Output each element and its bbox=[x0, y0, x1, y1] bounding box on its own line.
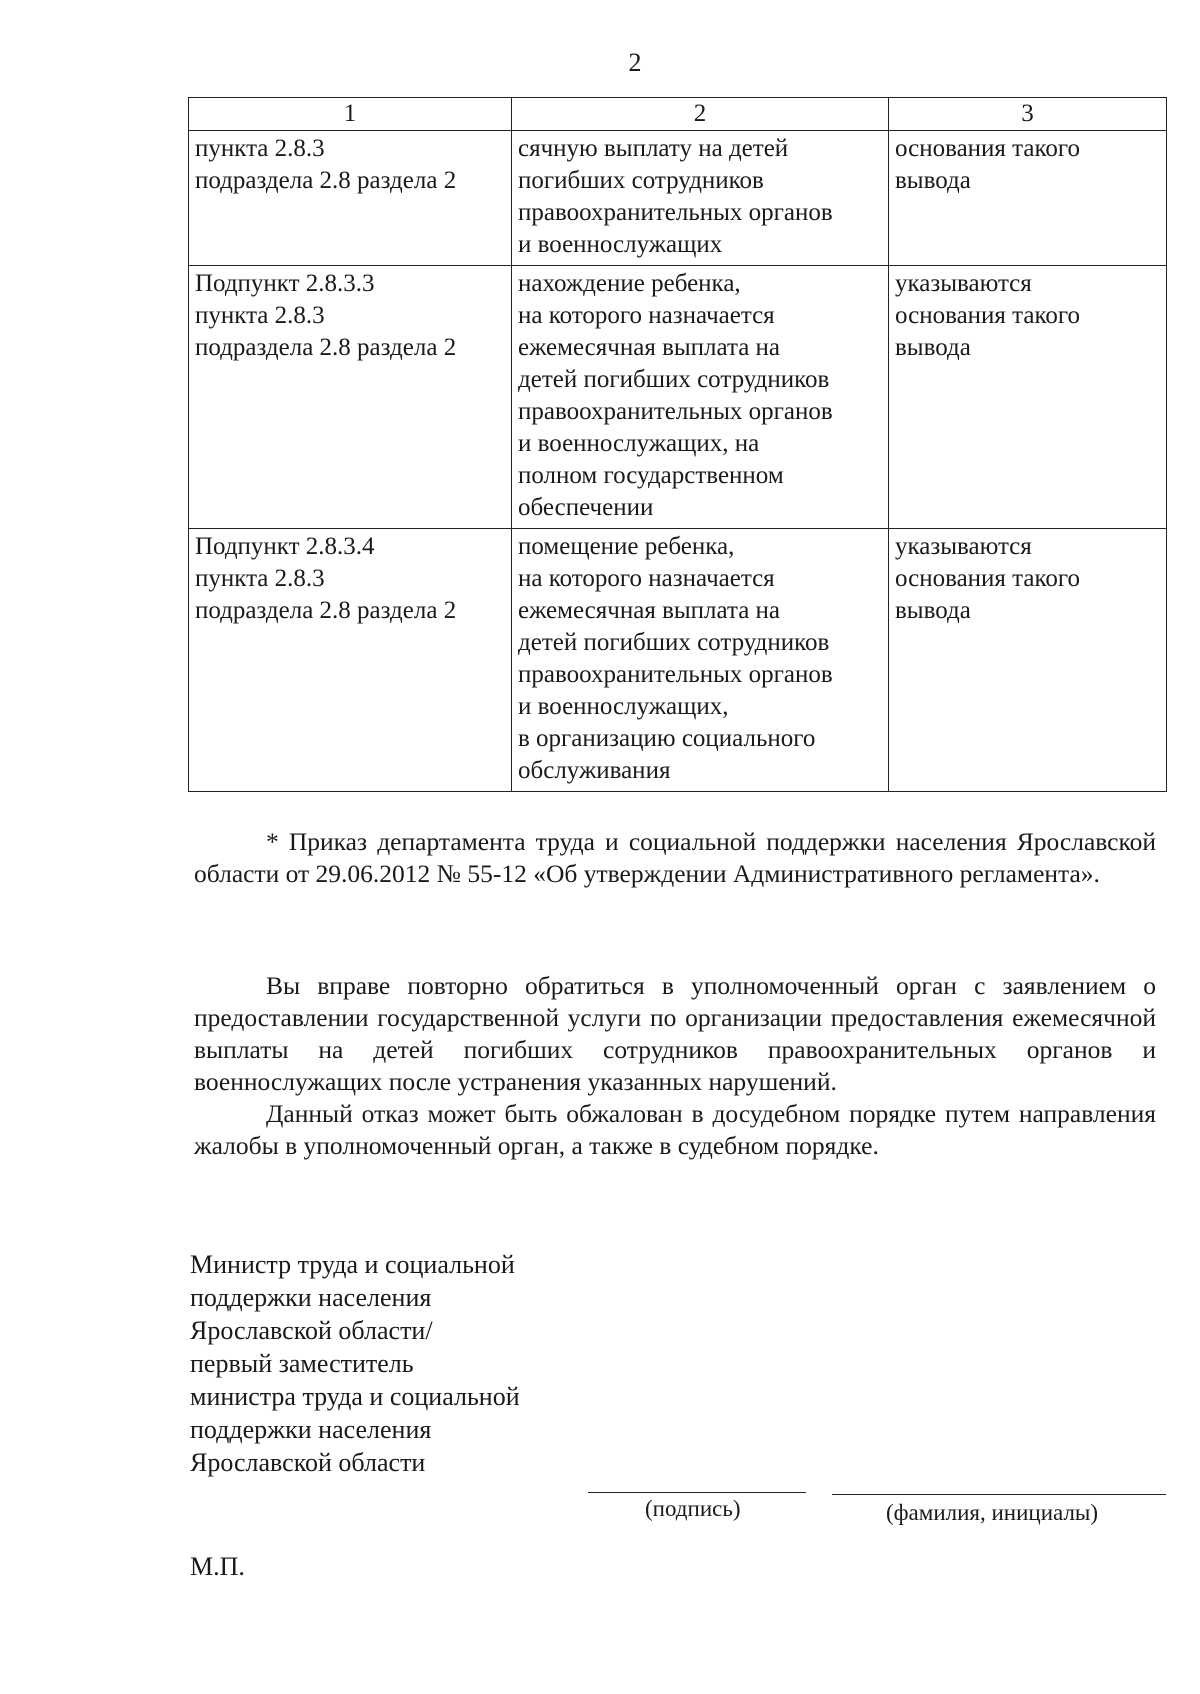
cell-line: на которого назначается bbox=[518, 302, 775, 329]
cell-line: вывода bbox=[895, 334, 971, 361]
cell-line: подраздела 2.8 раздела 2 bbox=[195, 167, 457, 194]
signatory-line: министра труда и социальной bbox=[190, 1382, 520, 1411]
cell-line: помещение ребенка, bbox=[518, 533, 735, 560]
signatory-line: Ярославской области bbox=[190, 1448, 426, 1477]
cell-line: полном государственном bbox=[518, 462, 784, 489]
cell-line: Подпункт 2.8.3.4 bbox=[195, 533, 375, 560]
column-header-1: 1 bbox=[189, 98, 512, 131]
grounds-table bbox=[188, 97, 1167, 792]
reason-cell bbox=[512, 131, 889, 266]
cell-line: пункта 2.8.3 bbox=[195, 135, 325, 162]
cell-line: основания такого bbox=[895, 302, 1081, 329]
cell-line: правоохранительных органов bbox=[518, 398, 833, 425]
reason-cell bbox=[512, 529, 889, 792]
table-row bbox=[189, 266, 1167, 529]
signatory-line: поддержки населения bbox=[190, 1415, 432, 1444]
provision-cell bbox=[189, 131, 512, 266]
cell-line: вывода bbox=[895, 167, 971, 194]
cell-line: основания такого bbox=[895, 135, 1081, 162]
cell-line: и военнослужащих, bbox=[518, 693, 729, 720]
column-header-2: 2 bbox=[512, 98, 889, 131]
cell-line: правоохранительных органов bbox=[518, 199, 833, 226]
cell-line: правоохранительных органов bbox=[518, 661, 833, 688]
stamp-place: М.П. bbox=[190, 1552, 245, 1581]
page-number: 2 bbox=[628, 48, 642, 77]
explanation-cell bbox=[889, 131, 1167, 266]
cell-line: обслуживания bbox=[518, 757, 671, 784]
cell-line: и военнослужащих, на bbox=[518, 430, 760, 457]
cell-line: Подпункт 2.8.3.3 bbox=[195, 270, 375, 297]
cell-line: и военнослужащих bbox=[518, 231, 723, 258]
provision-cell bbox=[189, 529, 512, 792]
cell-line: детей погибших сотрудников bbox=[518, 366, 830, 393]
cell-line: в организацию социального bbox=[518, 725, 816, 752]
cell-line: детей погибших сотрудников bbox=[518, 629, 830, 656]
name-line bbox=[832, 1494, 1166, 1495]
appeal-paragraph: Данный отказ может быть обжалован в досудебном порядке путем направления жалобы в уполномоченный орган, а также в судебном порядке. bbox=[194, 1099, 1156, 1160]
explanation-cell bbox=[889, 266, 1167, 529]
cell-line: сячную выплату на детей bbox=[518, 135, 789, 162]
name-caption: (фамилия, инициалы) bbox=[886, 1500, 1099, 1525]
cell-line: ежемесячная выплата на bbox=[518, 597, 781, 624]
footnote: * Приказ департамента труда и социальной поддержки населения Ярославской области от 29.06.2012 № 55-12 «Об утверждении Административного регламента». bbox=[194, 827, 1156, 888]
cell-line: пункта 2.8.3 bbox=[195, 565, 325, 592]
cell-line: подраздела 2.8 раздела 2 bbox=[195, 597, 457, 624]
provision-cell bbox=[189, 266, 512, 529]
table-row bbox=[189, 131, 1167, 266]
column-header-3: 3 bbox=[889, 98, 1167, 131]
signatory-line: первый заместитель bbox=[190, 1349, 414, 1378]
explanation-cell bbox=[889, 529, 1167, 792]
cell-line: вывода bbox=[895, 597, 971, 624]
cell-line: пункта 2.8.3 bbox=[195, 302, 325, 329]
cell-line: погибших сотрудников bbox=[518, 167, 764, 194]
cell-line: обеспечении bbox=[518, 494, 654, 521]
cell-line: на которого назначается bbox=[518, 565, 775, 592]
signatory-block bbox=[190, 1248, 520, 1479]
table-row bbox=[189, 529, 1167, 792]
cell-line: подраздела 2.8 раздела 2 bbox=[195, 334, 457, 361]
cell-line: указываются bbox=[895, 270, 1032, 297]
signatory-line: поддержки населения bbox=[190, 1283, 432, 1312]
cell-line: основания такого bbox=[895, 565, 1081, 592]
signature-line bbox=[588, 1492, 806, 1493]
signature-caption: (подпись) bbox=[645, 1496, 741, 1521]
reapply-paragraph: Вы вправе повторно обратиться в уполномоченный орган с заявлением о предоставлении государственной услуги по организации предоставления ежемесячной выплаты на детей погибших сотрудников правоохранительных органов и военнослужащих после устранения указанных нарушений. bbox=[194, 971, 1156, 1096]
signatory-line: Ярославской области/ bbox=[190, 1316, 433, 1345]
reason-cell bbox=[512, 266, 889, 529]
table-header-row bbox=[189, 98, 1167, 131]
cell-line: нахождение ребенка, bbox=[518, 270, 741, 297]
cell-line: указываются bbox=[895, 533, 1032, 560]
cell-line: ежемесячная выплата на bbox=[518, 334, 781, 361]
signatory-line: Министр труда и социальной bbox=[190, 1250, 515, 1279]
